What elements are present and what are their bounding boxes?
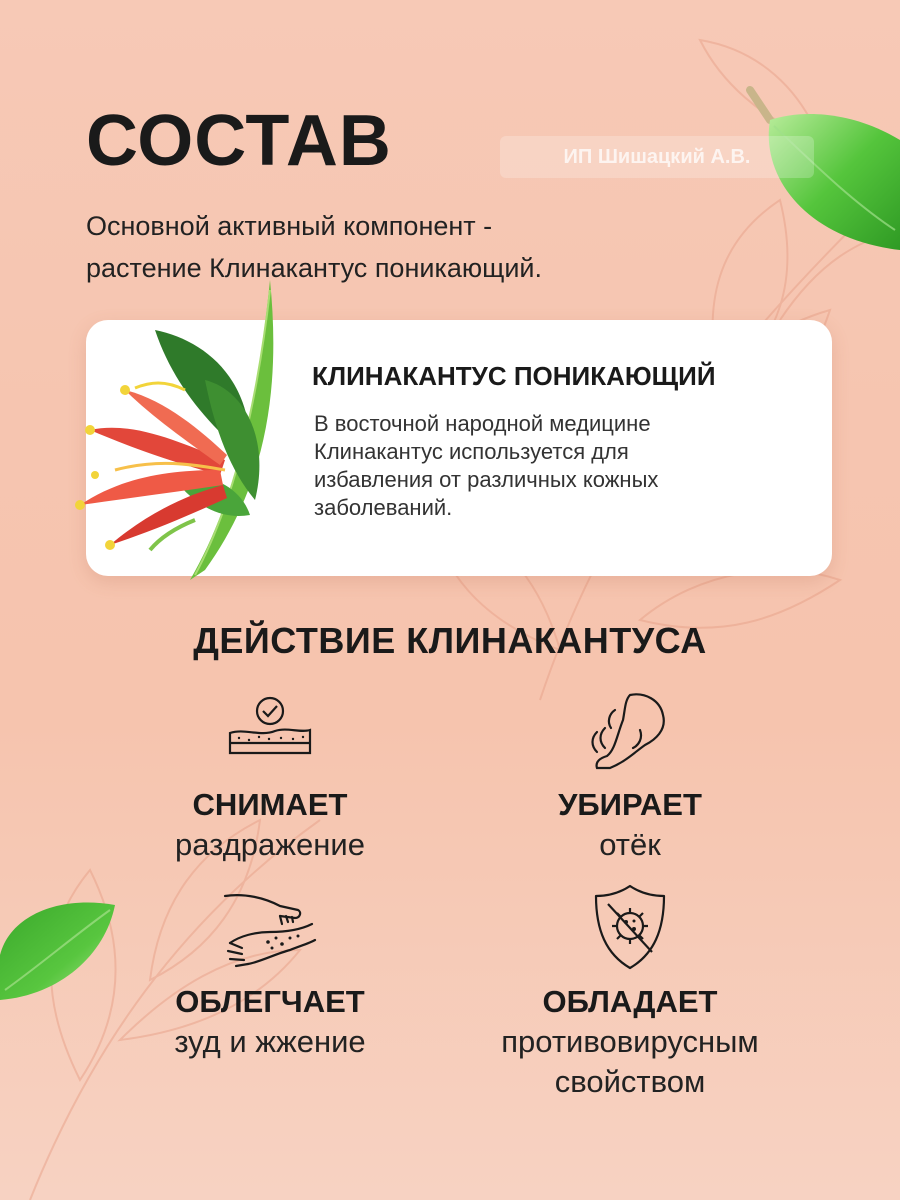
card-text-line: Клинакантус используется для xyxy=(314,439,629,464)
feature-subtext: раздражение xyxy=(175,827,365,862)
virus-shield-icon xyxy=(590,882,670,972)
feature-swelling xyxy=(465,690,795,865)
intro-line: растение Клинакантус поникающий. xyxy=(86,253,542,283)
feature-heading: СНИМАЕТ xyxy=(192,787,348,822)
card-description xyxy=(314,410,794,522)
itching-hand-icon xyxy=(220,888,320,976)
feature-subtext: свойством xyxy=(554,1064,706,1099)
feature-itching xyxy=(105,888,435,1062)
card-title: КЛИНАКАНТУС ПОНИКАЮЩИЙ xyxy=(312,361,716,391)
intro-line: Основной активный компонент - xyxy=(86,211,493,241)
card-text-line: избавления от различных кожных xyxy=(314,467,659,492)
feature-heading: ОБЛЕГЧАЕТ xyxy=(175,984,365,1019)
clinacanthus-flower-image xyxy=(55,270,315,590)
feature-heading: УБИРАЕТ xyxy=(558,787,702,822)
skin-layer-check-icon xyxy=(225,693,315,763)
section-title: ДЕЙСТВИЕ КЛИНАКАНТУСА xyxy=(193,620,707,661)
seller-watermark: ИП Шишацкий А.В. xyxy=(500,136,814,178)
swollen-leg-icon xyxy=(585,690,675,772)
page-title: СОСТАВ xyxy=(86,101,392,181)
green-leaf-bottom-left xyxy=(0,895,120,1005)
card-text-line: заболеваний. xyxy=(314,495,453,520)
feature-subtext: отёк xyxy=(599,827,661,862)
card-text-line: В восточной народной медицине xyxy=(314,411,651,436)
feature-antiviral xyxy=(465,882,795,1102)
feature-subtext: противовирусным xyxy=(501,1024,759,1059)
feature-irritation xyxy=(105,693,435,865)
feature-heading: ОБЛАДАЕТ xyxy=(542,984,718,1019)
feature-subtext: зуд и жжение xyxy=(174,1024,366,1059)
